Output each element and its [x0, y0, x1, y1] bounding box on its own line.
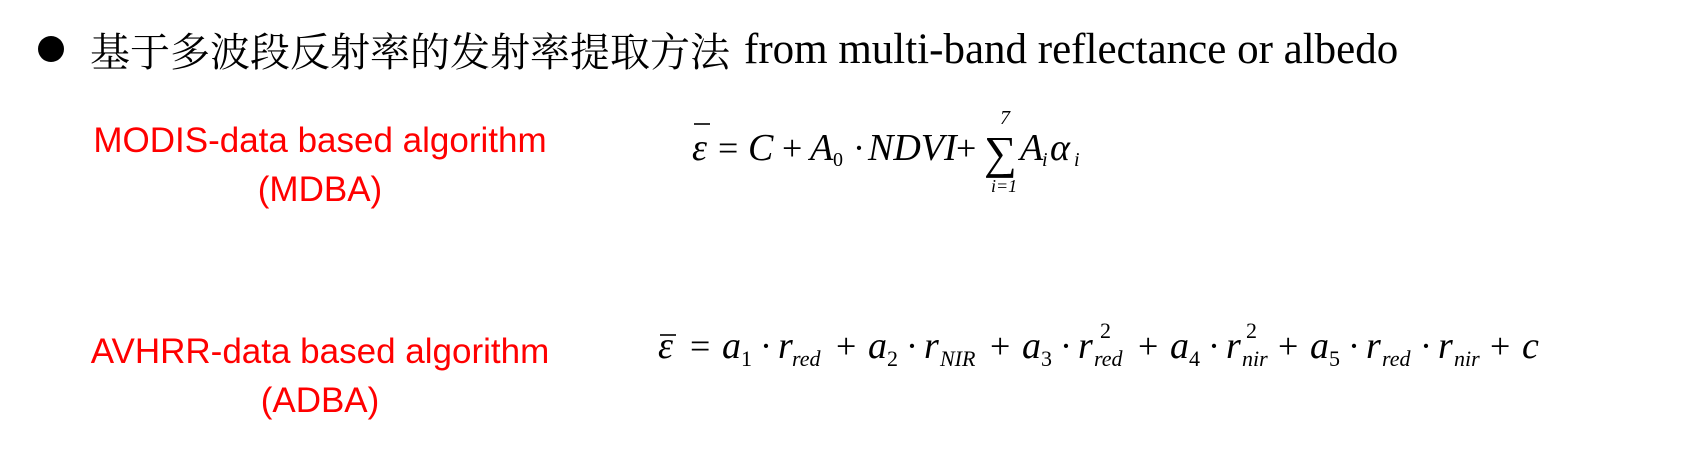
r-nir: r	[924, 325, 939, 367]
dot-operator: ·	[853, 128, 865, 168]
sum-upper-limit: 7	[1000, 108, 1010, 129]
adba-label	[40, 327, 600, 425]
r-red: r	[1366, 325, 1381, 367]
coef-a-i: A	[1020, 127, 1044, 169]
heading-english: from multi-band reflectance or albedo	[744, 25, 1399, 73]
equals-sign: =	[718, 128, 739, 168]
plus-sign: +	[1278, 326, 1299, 366]
plus-sign: +	[1490, 326, 1511, 366]
plus-sign: +	[990, 326, 1011, 366]
epsilon-symbol: ε	[658, 325, 673, 367]
plus-sign: +	[956, 128, 977, 168]
mdba-formula-svg	[690, 108, 1110, 200]
dot-operator: ·	[906, 326, 918, 366]
coef-a4: a	[1170, 325, 1189, 367]
coef-a1-subscript: 1	[741, 346, 752, 371]
adba-abbr: (ADBA)	[260, 381, 380, 420]
bullet-icon	[38, 36, 64, 62]
slide-heading	[38, 14, 1398, 84]
plus-sign: +	[782, 128, 803, 168]
mdba-label	[40, 116, 600, 214]
mdba-name: MODIS-data based algorithm	[93, 121, 547, 160]
coef-a2: a	[868, 325, 887, 367]
summation-icon: ∑	[984, 127, 1017, 178]
coef-a3: a	[1022, 325, 1041, 367]
coef-a-subscript: 0	[833, 149, 843, 171]
dot-operator: ·	[1420, 326, 1432, 366]
mdba-abbr: (MDBA)	[257, 170, 383, 209]
equals-sign: =	[690, 326, 711, 366]
alpha-subscript: i	[1074, 149, 1080, 171]
coef-a-i-subscript: i	[1042, 149, 1048, 171]
adba-formula-svg	[656, 316, 1561, 386]
r-red-subscript: red	[792, 346, 821, 371]
coef-a1: a	[722, 325, 741, 367]
sum-lower-limit: i=1	[991, 176, 1018, 196]
dot-operator: ·	[1208, 326, 1220, 366]
coef-a5: a	[1310, 325, 1329, 367]
constant-c: c	[1522, 325, 1539, 367]
epsilon-symbol: ε	[692, 127, 707, 169]
dot-operator: ·	[1348, 326, 1360, 366]
coef-a: A	[810, 127, 834, 169]
plus-sign: +	[1138, 326, 1159, 366]
coef-a2-subscript: 2	[887, 346, 898, 371]
constant-c: C	[748, 127, 774, 169]
r-red: r	[778, 325, 793, 367]
r-nir: r	[1438, 325, 1453, 367]
dot-operator: ·	[760, 326, 772, 366]
heading-chinese: 基于多波段反射率的发射率提取方法	[90, 29, 730, 76]
adba-name: AVHRR-data based algorithm	[90, 332, 550, 371]
r-nir-subscript: NIR	[940, 346, 976, 371]
dot-operator: ·	[1060, 326, 1072, 366]
mdba-formula	[690, 108, 1110, 210]
r-nir-subscript: nir	[1454, 346, 1480, 371]
plus-sign: +	[836, 326, 857, 366]
coef-a4-subscript: 4	[1189, 346, 1200, 371]
r-nir-squared: r	[1226, 325, 1241, 367]
alpha-symbol: α	[1050, 127, 1070, 169]
ndvi-term: NDVI	[868, 127, 957, 169]
coef-a5-subscript: 5	[1329, 346, 1340, 371]
coef-a3-subscript: 3	[1041, 346, 1052, 371]
r-nir-subscript: nir	[1242, 346, 1268, 371]
r-red-squared: r	[1078, 325, 1093, 367]
r-red-subscript: red	[1094, 346, 1123, 371]
r-red-subscript: red	[1382, 346, 1411, 371]
adba-formula	[656, 316, 1561, 396]
r-nir-superscript: 2	[1246, 318, 1257, 343]
r-red-superscript: 2	[1100, 318, 1111, 343]
